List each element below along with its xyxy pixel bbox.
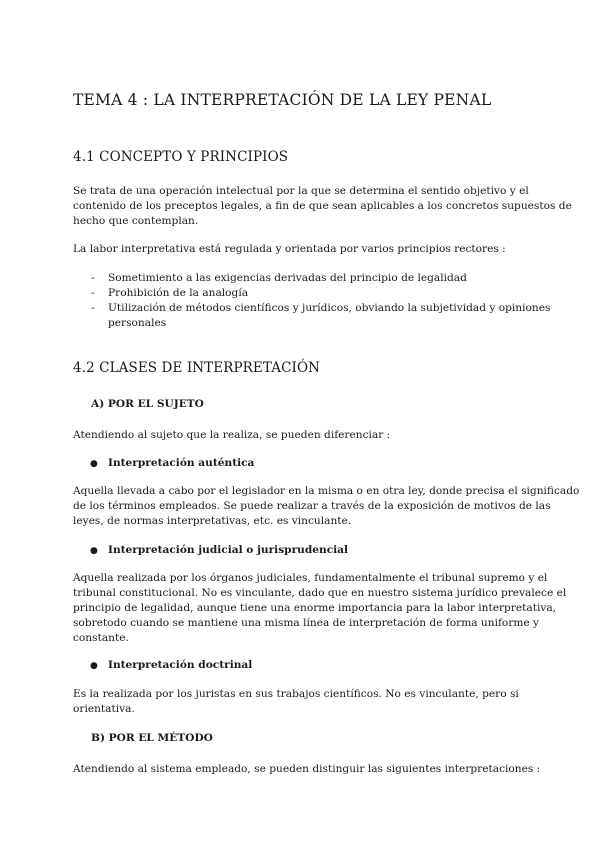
list-dash: - bbox=[91, 302, 95, 314]
item-description bbox=[73, 687, 523, 717]
text-line: de los términos empleados. Se puede realizar a través de la exposición de motivos de las bbox=[73, 500, 551, 512]
text-line: principio de legalidad, aunque tiene una enorme importancia para la labor interpretativa, bbox=[73, 602, 557, 614]
section-heading-4-1: 4.1 CONCEPTO Y PRINCIPIOS bbox=[73, 149, 289, 165]
list-dash: - bbox=[91, 272, 95, 284]
bullet-icon: ● bbox=[90, 661, 98, 671]
text-line: Se trata de una operación intelectual por la que se determina el sentido objetivo y el bbox=[73, 185, 529, 197]
text-line: contenido de los preceptos legales, a fin de que sean aplicables a los concretos supuestos de bbox=[73, 200, 572, 212]
item-title: Interpretación doctrinal bbox=[108, 659, 253, 671]
bullet-icon: ● bbox=[90, 546, 98, 556]
item-description bbox=[73, 571, 567, 646]
subheading-por-el-metodo: B) POR EL MÉTODO bbox=[91, 732, 213, 744]
page-title: TEMA 4 : LA INTERPRETACIÓN DE LA LEY PENAL bbox=[73, 91, 492, 109]
list-item: Sometimiento a las exigencias derivadas del principio de legalidad bbox=[108, 272, 467, 284]
text-line: orientativa. bbox=[73, 703, 135, 715]
text-line: sobretodo cuando se mantiene una misma línea de interpretación de forma uniforme y bbox=[73, 617, 539, 629]
paragraph-metodo-intro: Atendiendo al sistema empleado, se pueden distinguir las siguientes interpretaciones : bbox=[73, 763, 541, 775]
list-item: Utilización de métodos científicos y jurídicos, obviando la subjetividad y opiniones bbox=[108, 302, 551, 314]
text-line: Aquella llevada a cabo por el legislador en la misma o en otra ley, donde precisa el significado bbox=[73, 485, 580, 497]
item-title: Interpretación auténtica bbox=[108, 457, 255, 469]
paragraph-sujeto-intro: Atendiendo al sujeto que la realiza, se pueden diferenciar : bbox=[73, 429, 391, 441]
text-line: leyes, de normas interpretativas, etc. es vinculante. bbox=[73, 515, 352, 527]
item-title: Interpretación judicial o jurisprudencial bbox=[108, 544, 349, 556]
text-line: Aquella realizada por los órganos judiciales, fundamentalmente el tribunal supremo y el bbox=[73, 572, 548, 584]
text-line: hecho que contemplan. bbox=[73, 215, 199, 227]
text-line: Es la realizada por los juristas en sus trabajos científicos. No es vinculante, pero si bbox=[73, 688, 519, 700]
paragraph-principles-intro: La labor interpretativa está regulada y orientada por varios principios rectores : bbox=[73, 243, 506, 255]
list-item-continuation: personales bbox=[108, 317, 167, 329]
subheading-por-el-sujeto: A) POR EL SUJETO bbox=[91, 398, 204, 410]
bullet-icon: ● bbox=[90, 459, 98, 469]
list-item: Prohibición de la analogía bbox=[108, 287, 249, 299]
text-line: tribunal constitucional. No es vinculante, dado que en nuestro sistema jurídico prevalece el bbox=[73, 587, 567, 599]
paragraph-definition bbox=[73, 184, 572, 229]
section-heading-4-2: 4.2 CLASES DE INTERPRETACIÓN bbox=[73, 360, 321, 376]
item-description bbox=[73, 484, 580, 529]
list-dash: - bbox=[91, 287, 95, 299]
text-line: constante. bbox=[73, 632, 129, 644]
